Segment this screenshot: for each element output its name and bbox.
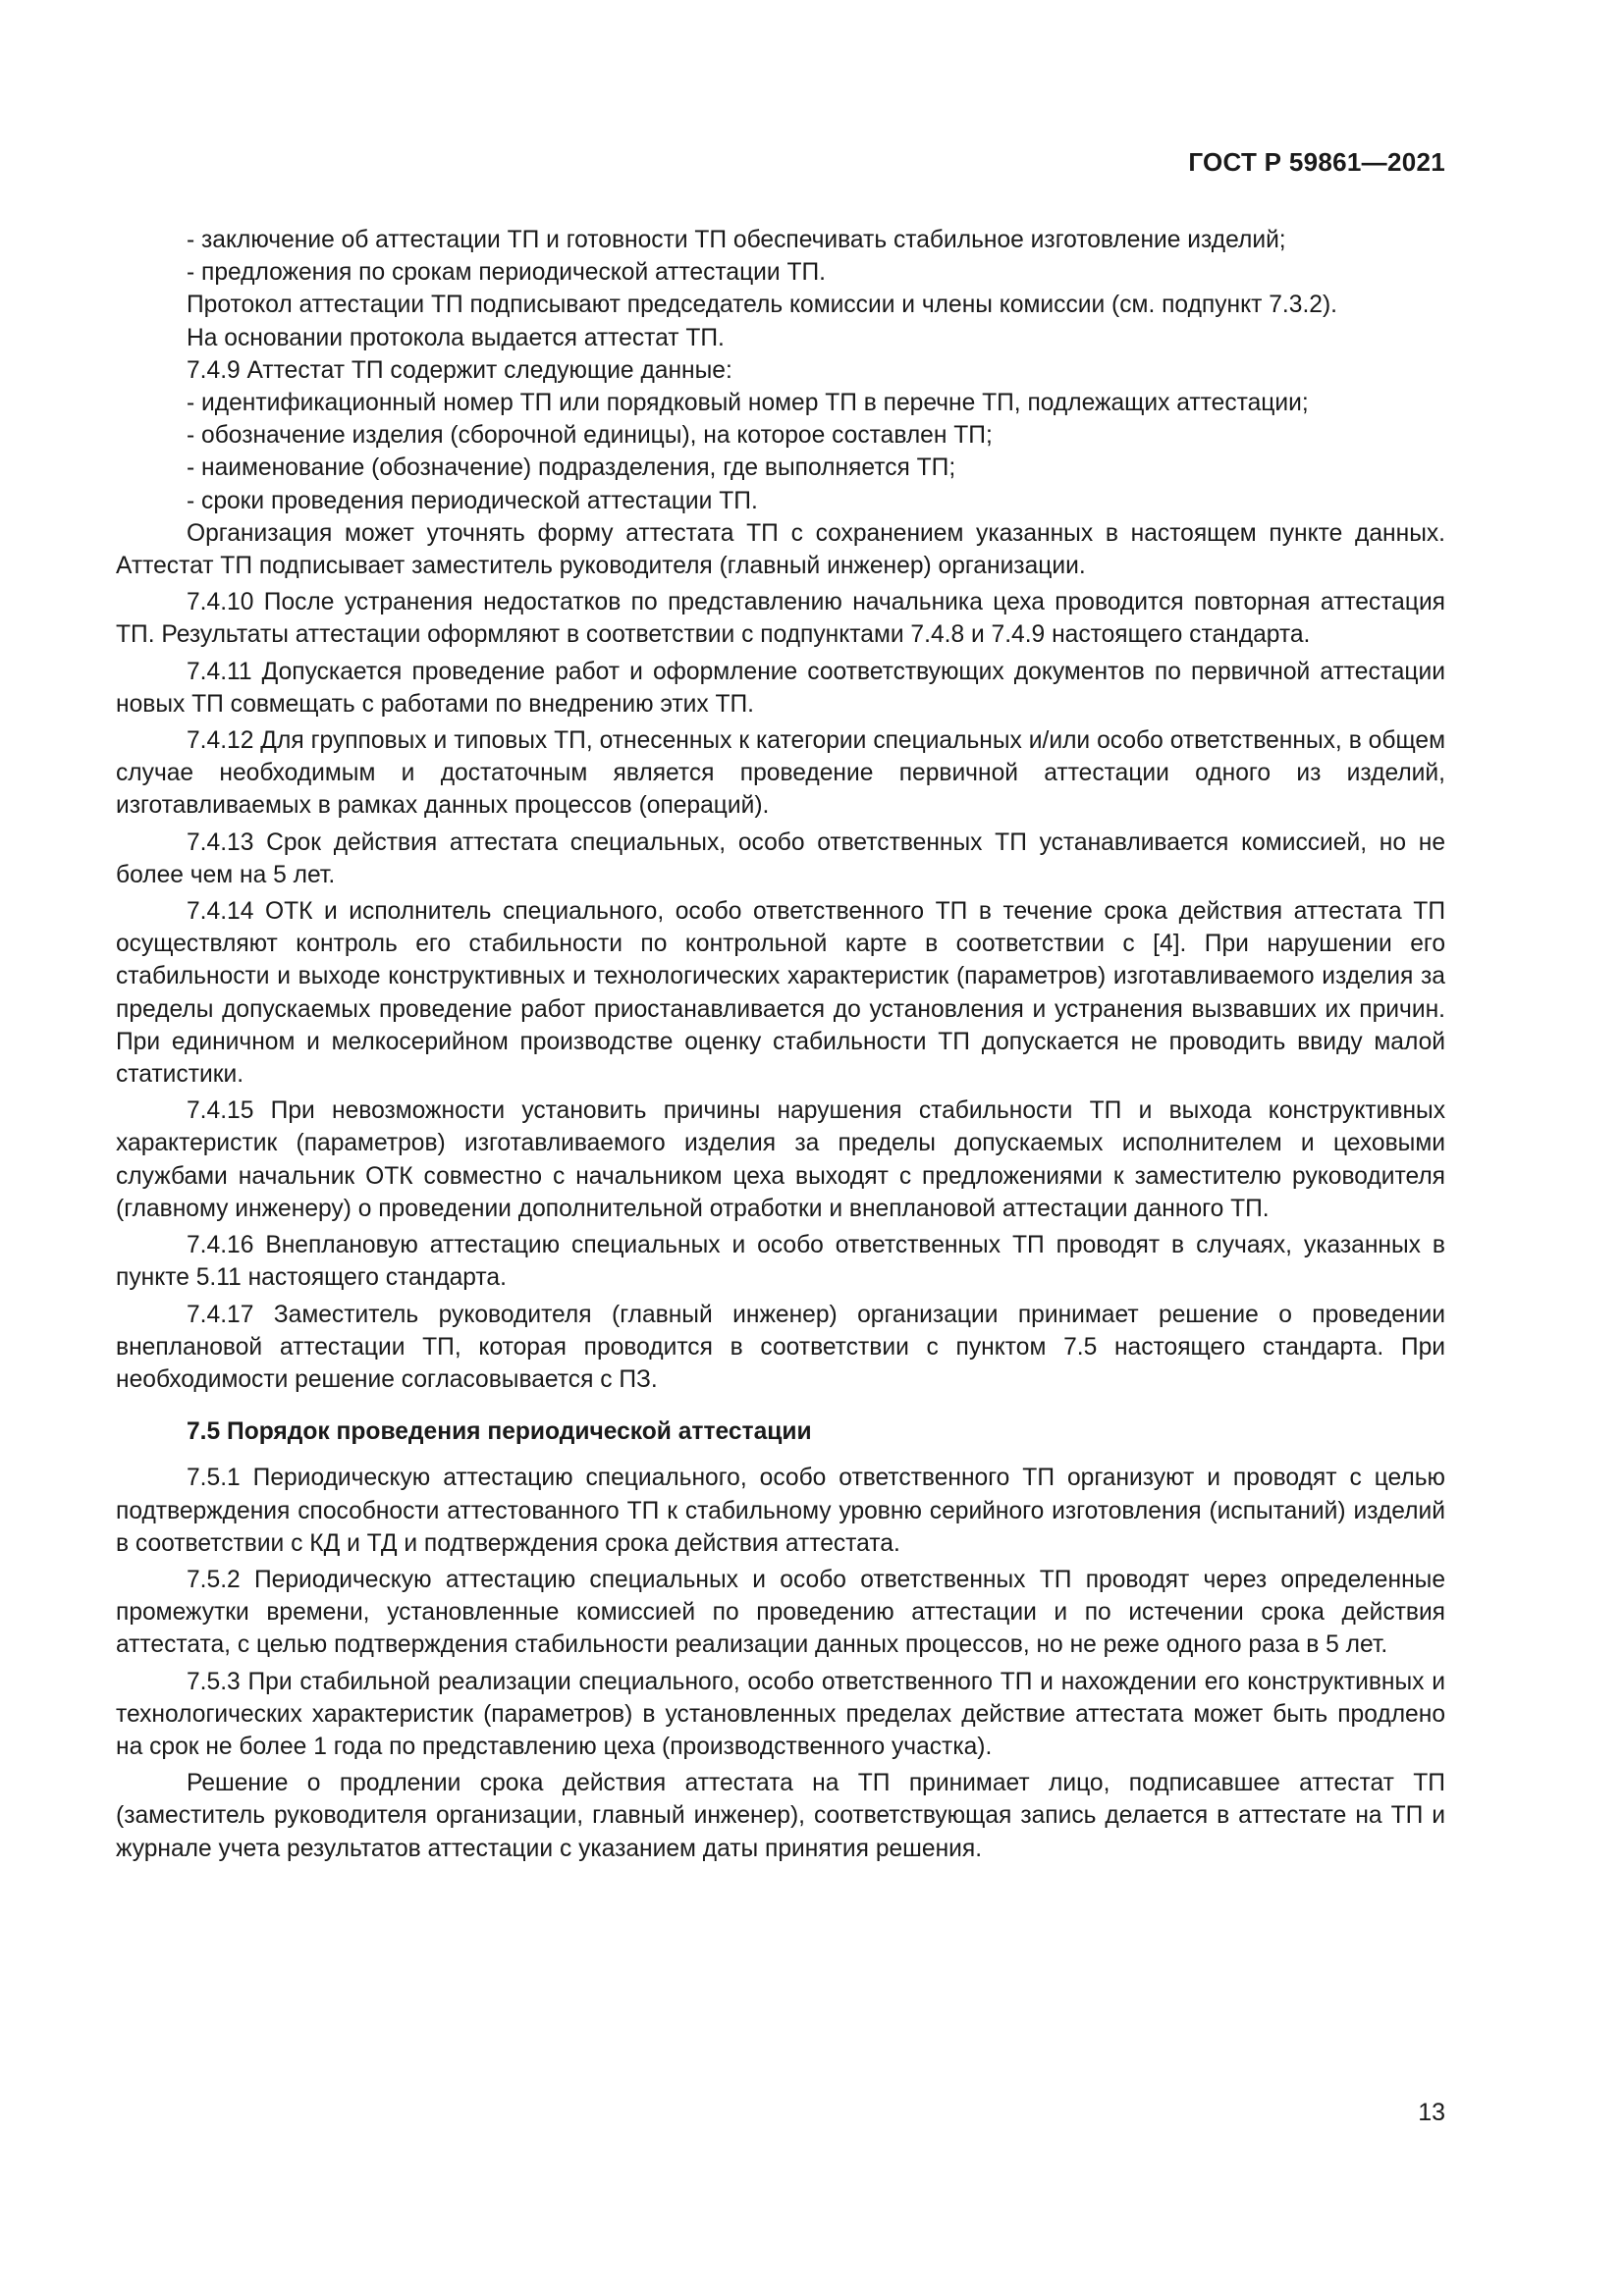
clause-7-4-10: 7.4.10 После устранения недостатков по представлению начальника цеха проводится повторная аттестация ТП. Результаты аттестации оформляют в соответствии с подпунктами 7.4.8 и 7.4.9 настоящего стандарта. xyxy=(116,589,1445,649)
paragraph: Организация может уточнять форму аттестата ТП с сохранением указанных в настоящем пункте данных. Аттестат ТП подписывает заместитель руководителя (главный инженер) организации. xyxy=(116,519,1445,580)
clause-7-4-15: 7.4.15 При невозможности установить причины нарушения стабильности ТП и выхода конструктивных характеристик (параметров) изготавливаемого изделия за пределы допускаемых исполнителем и цеховыми службами начальник ОТК совместно с начальником цеха выходят с предложениями к заместителю руководителя (главному инженеру) о проведении дополнительной отработки и внеплановой аттестации данного ТП. xyxy=(116,1097,1445,1222)
section-heading: 7.5 Порядок проведения периодической аттестации xyxy=(187,1418,812,1446)
clause-7-4-13: 7.4.13 Срок действия аттестата специальных, особо ответственных ТП устанавливается комиссией, но не более чем на 5 лет. xyxy=(116,828,1445,888)
clause-7-4-16: 7.4.16 Внеплановую аттестацию специальных и особо ответственных ТП проводят в случаях, указанных в пункте 5.11 настоящего стандарта. xyxy=(116,1232,1445,1292)
paragraph: - предложения по срокам периодической аттестации ТП. xyxy=(187,259,827,287)
list-item: - наименование (обозначение) подразделения, где выполняется ТП; xyxy=(187,454,956,482)
clause-7-4-12: 7.4.12 Для групповых и типовых ТП, отнесенных к категории специальных и/или особо ответственных, в общем случае необходимым и достаточным является проведение первичной аттестации одного из изделий, изготавливаемых в рамках данных процессов (операций). xyxy=(116,727,1445,820)
clause-7-5-2: 7.5.2 Периодическую аттестацию специальных и особо ответственных ТП проводят через определенные промежутки времени, установленные комиссией по проведению аттестации и по истечении срока действия аттестата, с целью подтверждения стабильности реализации данных процессов, но не реже одного раза в 5 лет. xyxy=(116,1566,1445,1659)
clause-7-4-14: 7.4.14 ОТК и исполнитель специального, особо ответственного ТП в течение срока действия аттестата ТП осуществляют контроль его стабильности по контрольной карте в соответствии с [4]. При нарушении его стабильности и выходе конструктивных и технологических характеристик (параметров) изготавливаемого изделия за пределы допускаемых проведение работ приостанавливается до установления и устранения вызвавших их причин. При единичном и мелкосерийном производстве оценку стабильности ТП допускается не проводить ввиду малой статистики. xyxy=(116,898,1445,1089)
clause-7-4-17: 7.4.17 Заместитель руководителя (главный инженер) организации принимает решение о проведении внеплановой аттестации ТП, которая проводится в соответствии с пунктом 7.5 настоящего стандарта. При необходимости решение согласовывается с ПЗ. xyxy=(116,1301,1445,1393)
paragraph: Решение о продлении срока действия аттестата на ТП принимает лицо, подписавшее аттестат ТП (заместитель руководителя организации, главный инженер), соответствующая запись делается в аттестате на ТП и журнале учета результатов аттестации с указанием даты принятия решения. xyxy=(116,1770,1445,1862)
paragraph: На основании протокола выдается аттестат ТП. xyxy=(187,324,725,351)
clause-7-4-11: 7.4.11 Допускается проведение работ и оформление соответствующих документов по первичной аттестации новых ТП совмещать с работами по внедрению этих ТП. xyxy=(116,658,1445,718)
paragraph: - заключение об аттестации ТП и готовности ТП обеспечивать стабильное изготовление изделий; xyxy=(187,227,1286,253)
page-number: 13 xyxy=(1418,2099,1445,2126)
paragraph: Протокол аттестации ТП подписывают председатель комиссии и члены комиссии (см. подпункт 7.3.2). xyxy=(187,292,1337,319)
document-body xyxy=(116,224,1445,1865)
list-item: - идентификационный номер ТП или порядковый номер ТП в перечне ТП, подлежащих аттестации; xyxy=(187,390,1309,417)
clause-7-4-9: 7.4.9 Аттестат ТП содержит следующие данные: xyxy=(187,356,732,384)
document-number: ГОСТ Р 59861—2021 xyxy=(1188,147,1445,177)
clause-7-5-3: 7.5.3 При стабильной реализации специального, особо ответственного ТП и нахождении его конструктивных и технологических характеристик (параметров) в установленных пределах действие аттестата может быть продлено на срок не более 1 года по представлению цеха (производственного участка). xyxy=(116,1668,1445,1760)
list-item: - сроки проведения периодической аттестации ТП. xyxy=(187,487,758,514)
clause-7-5-1: 7.5.1 Периодическую аттестацию специального, особо ответственного ТП организуют и проводят с целью подтверждения способности аттестованного ТП к стабильному уровню серийного изготовления (испытаний) изделий в соответствии с КД и ТД и подтверждения срока действия аттестата. xyxy=(116,1465,1445,1557)
list-item: - обозначение изделия (сборочной единицы), на которое составлен ТП; xyxy=(187,422,993,450)
